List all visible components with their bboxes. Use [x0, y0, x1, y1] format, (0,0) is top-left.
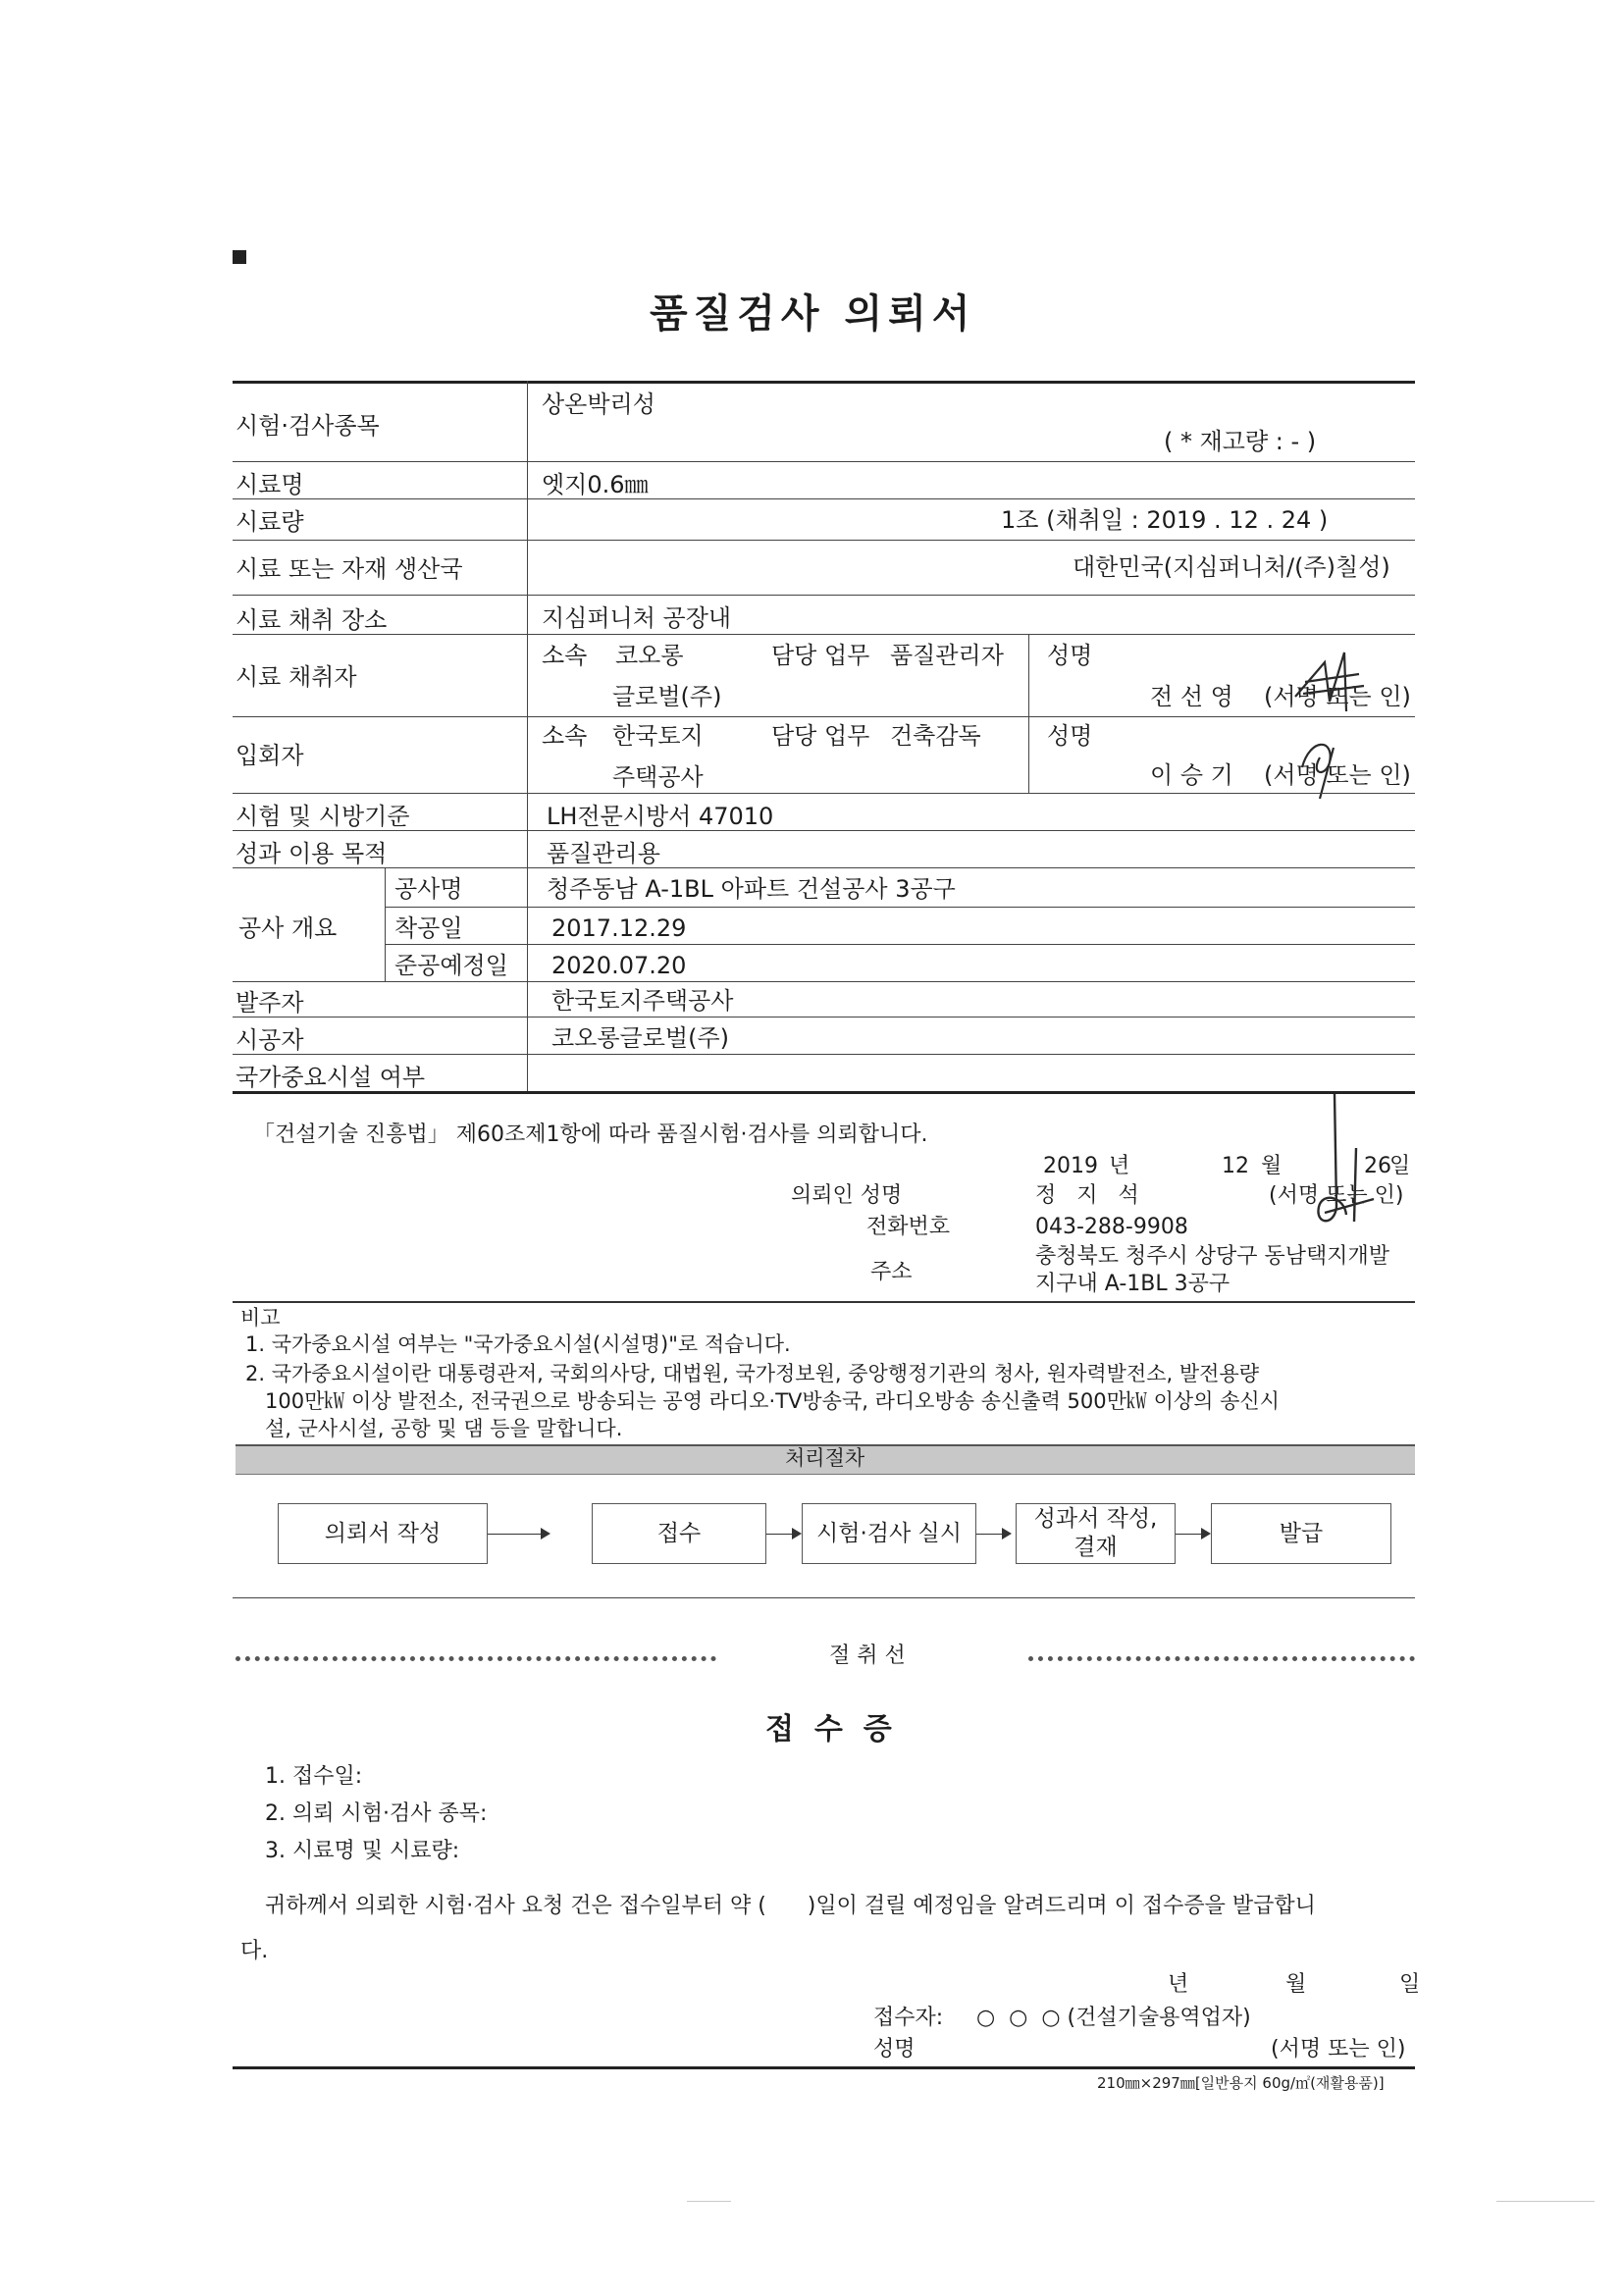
receipt-item-3: 3. 시료명 및 시료량:	[265, 1839, 460, 1863]
end-date-label: 준공예정일	[394, 952, 508, 979]
witness-signature	[1290, 728, 1359, 807]
process-arrow-1	[488, 1534, 549, 1535]
request-year: 2019	[1043, 1154, 1098, 1178]
process-step-5: 발급	[1211, 1503, 1391, 1564]
witness-affil-label: 소속	[542, 722, 588, 750]
receipt-month-unit: 월	[1285, 1972, 1307, 1997]
sampler-name-label: 성명	[1047, 642, 1093, 669]
sampler-affil-value2: 글로벌(주)	[612, 683, 722, 710]
request-month-unit: 월	[1261, 1154, 1283, 1178]
process-arrow-3	[976, 1534, 1010, 1535]
scan-artifact-left	[687, 2201, 731, 2202]
item-value: 상온박리성	[542, 391, 655, 418]
witness-affil-value2: 주택공사	[612, 763, 704, 791]
sampler-label: 시료 채취자	[236, 663, 357, 691]
contractor-label: 시공자	[236, 1026, 304, 1054]
witness-name-label: 성명	[1047, 722, 1093, 750]
witness-label: 입회자	[236, 742, 304, 769]
cutline-right-dots	[1028, 1656, 1415, 1661]
phone-value: 043-288-9908	[1035, 1215, 1188, 1239]
corner-square-mark	[233, 250, 246, 264]
start-date-value: 2017.12.29	[551, 914, 687, 942]
process-step-4: 성과서 작성, 결재	[1016, 1503, 1176, 1564]
remarks-line3: 100만㎾ 이상 발전소, 전국권으로 방송되는 공영 라디오·TV방송국, 라디오방송 송신출력 500만㎾ 이상의 송신시	[265, 1389, 1280, 1413]
receiver-label: 접수자:	[873, 2006, 944, 2030]
witness-name-value: 이 승 기	[1150, 761, 1233, 789]
request-statement: 「건설기술 진흥법」 제60조제1항에 따라 품질시험·검사를 의뢰합니다.	[253, 1122, 928, 1147]
overview-label: 공사 개요	[238, 914, 338, 942]
sample-name-value: 엣지0.6㎜	[542, 471, 649, 498]
sampling-place-label: 시료 채취 장소	[236, 606, 388, 634]
national-facility-label: 국가중요시설 여부	[236, 1064, 426, 1091]
paper-spec: 210㎜×297㎜[일반용지 60g/㎡(재활용품)]	[1097, 2074, 1385, 2092]
origin-label: 시료 또는 자재 생산국	[236, 555, 463, 583]
remarks-line2: 2. 국가중요시설이란 대통령관저, 국회의사당, 대법원, 국가정보원, 중앙행정기관의 청사, 원자력발전소, 발전용량	[245, 1362, 1260, 1385]
process-arrow-2	[766, 1534, 800, 1535]
end-date-value: 2020.07.20	[551, 952, 687, 979]
process-heading: 처리절차	[785, 1446, 865, 1470]
witness-sign-note: (서명 또는 인)	[1264, 761, 1411, 789]
process-arrow-4	[1176, 1534, 1209, 1535]
sampler-name-value: 전 선 영	[1150, 683, 1233, 710]
scan-artifact-right	[1496, 2201, 1595, 2202]
remarks-heading: 비고	[240, 1306, 281, 1330]
receipt-sign-note: (서명 또는 인)	[1271, 2037, 1406, 2061]
sampler-affil-value1: 코오롱	[615, 642, 684, 669]
receipt-year-unit: 년	[1168, 1972, 1189, 1997]
receipt-day-unit: 일	[1399, 1972, 1421, 1997]
sampler-duty-label: 담당 업무	[771, 642, 870, 669]
remarks-line4: 설, 군사시설, 공항 및 댐 등을 말합니다.	[265, 1417, 623, 1440]
requester-signature	[1305, 1089, 1384, 1236]
sampler-affil-label: 소속	[542, 642, 588, 669]
phone-label: 전화번호	[866, 1215, 951, 1239]
receipt-item-2: 2. 의뢰 시험·검사 종목:	[265, 1801, 488, 1826]
sampler-signature	[1285, 643, 1374, 721]
origin-value: 대한민국(지심퍼니처/(주)칠성)	[1073, 553, 1390, 581]
receipt-name-label: 성명	[873, 2037, 916, 2061]
receiver-value: ○ ○ ○ (건설기술용역업자)	[976, 2006, 1251, 2030]
cutline-label: 절 취 선	[829, 1644, 906, 1668]
request-year-unit: 년	[1109, 1154, 1130, 1178]
standard-label: 시험 및 시방기준	[236, 803, 410, 830]
witness-affil-value1: 한국토지	[612, 722, 704, 750]
address-line2: 지구내 A-1BL 3공구	[1035, 1272, 1230, 1296]
process-step-3: 시험·검사 실시	[802, 1503, 976, 1564]
witness-duty-label: 담당 업무	[771, 722, 870, 750]
request-day: 26	[1364, 1154, 1391, 1178]
purpose-value: 품질관리용	[547, 840, 660, 867]
stock-note: ( * 재고량 : - )	[1164, 428, 1317, 455]
receipt-item-1: 1. 접수일:	[265, 1764, 363, 1789]
project-name-label: 공사명	[394, 875, 463, 903]
request-day-unit: 일	[1389, 1154, 1411, 1178]
address-line1: 충청북도 청주시 상당구 동남택지개발	[1035, 1244, 1390, 1269]
sample-qty-label: 시료량	[236, 508, 304, 536]
receipt-notice-line1: 귀하께서 의뢰한 시험·검사 요청 건은 접수일부터 약 ( )일이 걸릴 예정임을 알려드리며 이 접수증을 발급합니	[265, 1894, 1316, 1918]
client-label: 발주자	[236, 989, 304, 1017]
sample-name-label: 시료명	[236, 471, 304, 498]
receipt-notice-line2: 다.	[240, 1939, 269, 1963]
process-step-2: 접수	[592, 1503, 766, 1564]
cutline-left-dots	[236, 1656, 716, 1661]
document-title: 품질검사 의뢰서	[650, 291, 976, 337]
sampling-place-value: 지심퍼니처 공장내	[542, 604, 732, 632]
requester-name: 정 지 석	[1035, 1183, 1139, 1208]
client-value: 한국토지주택공사	[551, 987, 734, 1015]
sample-qty-value: 1조 (채취일 : 2019 . 12 . 24 )	[1001, 506, 1329, 534]
start-date-label: 착공일	[394, 914, 463, 942]
receipt-title: 접 수 증	[765, 1712, 892, 1747]
requester-sign-note: (서명 또는 인)	[1269, 1183, 1404, 1208]
purpose-label: 성과 이용 목적	[236, 840, 388, 867]
project-name-value: 청주동남 A-1BL 아파트 건설공사 3공구	[547, 875, 956, 903]
request-month: 12	[1222, 1154, 1249, 1178]
witness-duty-value: 건축감독	[890, 722, 981, 750]
requester-label: 의뢰인 성명	[791, 1183, 903, 1208]
contractor-value: 코오롱글로벌(주)	[551, 1024, 730, 1052]
remarks-line1: 1. 국가중요시설 여부는 "국가중요시설(시설명)"로 적습니다.	[245, 1332, 791, 1356]
sampler-duty-value: 품질관리자	[890, 642, 1004, 669]
standard-value: LH전문시방서 47010	[547, 803, 774, 830]
sampler-sign-note: (서명 또는 인)	[1264, 683, 1411, 710]
address-label: 주소	[870, 1260, 913, 1284]
process-step-1: 의뢰서 작성	[278, 1503, 488, 1564]
item-label: 시험·검사종목	[236, 412, 380, 440]
